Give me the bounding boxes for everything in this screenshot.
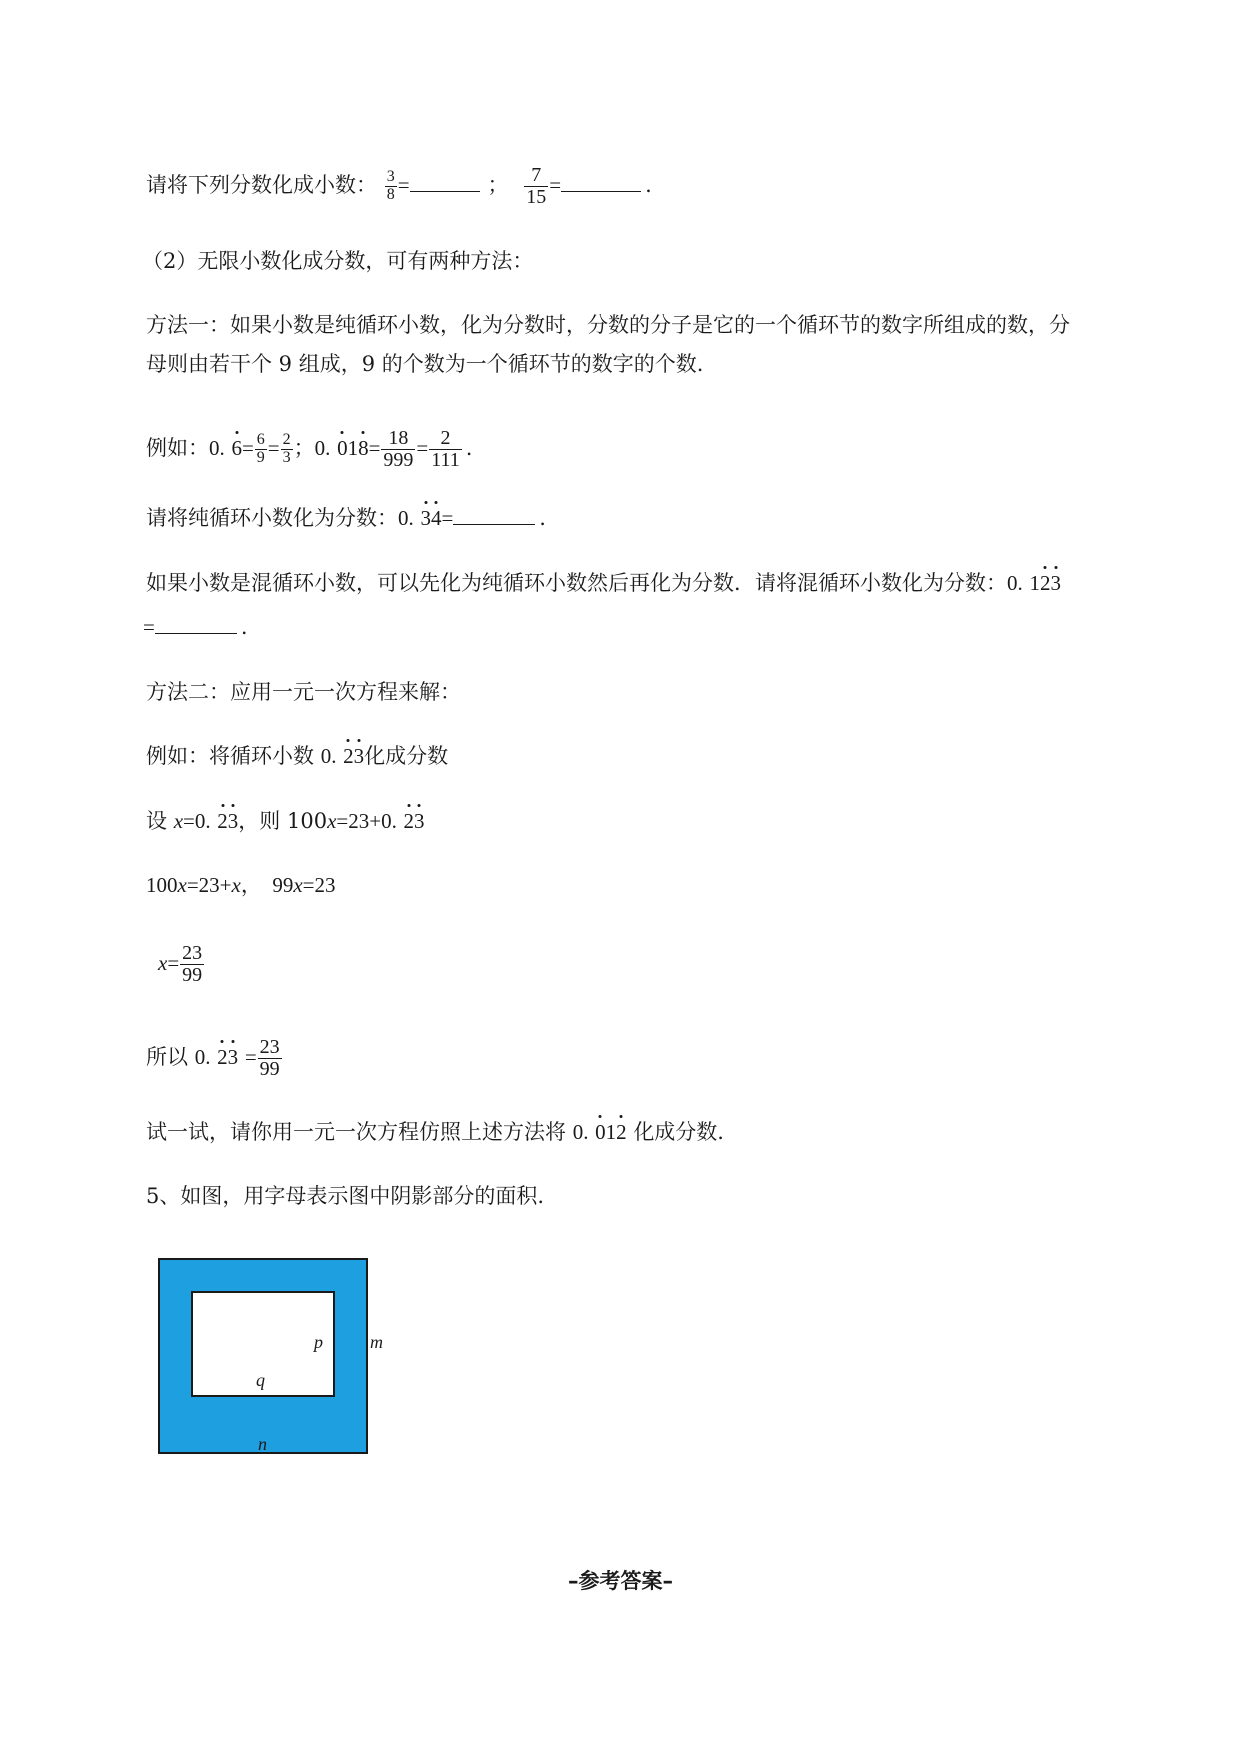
period: . bbox=[465, 436, 473, 460]
repeating-digit: 3 bbox=[228, 806, 239, 836]
label-n: n bbox=[258, 1434, 267, 1454]
equation-part: ，则 100 bbox=[238, 809, 328, 833]
equals-sign: = bbox=[549, 173, 562, 197]
so-word: 所以 bbox=[146, 1045, 188, 1069]
mixed-repeating-paragraph bbox=[146, 568, 1061, 598]
equals-sign: = bbox=[143, 615, 155, 639]
equation-part: =0. bbox=[183, 809, 211, 833]
answer-blank-4 bbox=[155, 613, 237, 634]
numerator: 2 bbox=[440, 427, 451, 449]
conclusion bbox=[146, 1037, 283, 1080]
method-two-heading: 方法二：应用一元一次方程来解： bbox=[146, 680, 461, 704]
equation-step bbox=[146, 870, 336, 900]
fraction-23-99 bbox=[258, 1037, 282, 1080]
repeating-digit: 3 bbox=[414, 806, 425, 836]
equals-sign: = bbox=[244, 1045, 257, 1069]
equation-setup bbox=[146, 806, 425, 836]
method-two-example bbox=[146, 741, 448, 771]
mixed-repeating-text: 如果小数是混循环小数，可以先化为纯循环小数然后再化为分数．请将混循环小数化为分数： bbox=[146, 571, 1007, 595]
method-one-paragraph-line2: 母则由若干个 9 组成，9 的个数为一个循环节的数字的个数. bbox=[146, 352, 704, 376]
separator: ； bbox=[487, 173, 509, 197]
numerator: 3 bbox=[386, 168, 395, 186]
fraction-18-999 bbox=[381, 428, 415, 471]
denominator: 8 bbox=[386, 186, 395, 203]
repeating-digit: 2 bbox=[343, 741, 354, 771]
decimal-int: 0. bbox=[572, 1120, 589, 1144]
exercise-pure-repeating: 请将纯循环小数化为分数：0. 34= . bbox=[146, 503, 546, 533]
repeating-digit: 3 bbox=[1050, 568, 1061, 598]
answer-blank-3 bbox=[453, 504, 535, 525]
repeating-digit: 0 bbox=[595, 1117, 606, 1147]
label-p: p bbox=[314, 1332, 323, 1352]
equation-solution bbox=[158, 943, 205, 986]
repeating-digit: 2 bbox=[217, 806, 228, 836]
variable-x: x bbox=[158, 951, 168, 975]
fraction-2-3 bbox=[281, 432, 293, 467]
try-suffix: 化成分数. bbox=[633, 1120, 724, 1144]
separator: ； bbox=[293, 436, 315, 460]
repeating-digit: 6 bbox=[231, 433, 242, 463]
equation-part: 100 bbox=[146, 873, 178, 897]
denominator: 9 bbox=[256, 449, 265, 466]
variable-x: x bbox=[177, 873, 187, 897]
numerator: 23 bbox=[259, 1036, 280, 1058]
example-suffix: 化成分数 bbox=[364, 744, 449, 768]
fraction-7-15 bbox=[524, 165, 548, 208]
digit: 1 bbox=[1029, 571, 1040, 595]
variable-x: x bbox=[293, 873, 303, 897]
decimal-int: 0. bbox=[209, 436, 225, 460]
question-5-heading: 5、如图，用字母表示图中阴影部分的面积. bbox=[146, 1184, 545, 1208]
digit: 1 bbox=[605, 1120, 617, 1144]
decimal-int: 0. bbox=[314, 436, 331, 460]
decimal-int: 0. bbox=[320, 744, 337, 768]
numerator: 6 bbox=[256, 431, 265, 449]
repeating-digit: 8 bbox=[358, 433, 369, 463]
equals-sign: = bbox=[167, 951, 180, 975]
method-one-paragraph-line1: 方法一：如果小数是纯循环小数，化为分数时，分数的分子是它的一个循环节的数字所组成的数，分 bbox=[146, 313, 1070, 337]
equation-part: =23 bbox=[302, 873, 336, 897]
denominator: 15 bbox=[526, 186, 547, 208]
example-prefix: 例如： bbox=[146, 436, 209, 460]
example-pure-repeating: 例如：0. 6= $\frac{6}{9}$ = $\frac{2}{3}$ ；0. 018= $\frac{18}{999}$ = $\frac{2}{111}$ . bbox=[146, 427, 473, 471]
equals-sign: = bbox=[397, 173, 410, 197]
decimal-int: 0. bbox=[194, 1045, 211, 1069]
variable-x: x bbox=[173, 809, 184, 833]
fraction-3-8 bbox=[385, 169, 397, 204]
decimal-int: 0. bbox=[398, 506, 414, 530]
equation-part: =23+ bbox=[186, 873, 232, 897]
question-fraction-to-decimal bbox=[146, 165, 652, 208]
repeating-digit: 2 bbox=[217, 1042, 228, 1072]
period: . bbox=[539, 506, 546, 530]
answer-blank-2 bbox=[561, 171, 641, 192]
repeating-digit: 3 bbox=[354, 741, 365, 771]
repeating-digit: 2 bbox=[1040, 568, 1051, 598]
fraction-6-9 bbox=[255, 432, 267, 467]
repeating-digit: 3 bbox=[228, 1042, 239, 1072]
denominator: 999 bbox=[383, 449, 414, 471]
period: . bbox=[645, 173, 652, 197]
equation-part: =23+0. bbox=[336, 809, 397, 833]
section-heading-infinite-decimal: （2）无限小数化成分数，可有两种方法： bbox=[142, 249, 534, 273]
denominator: 99 bbox=[259, 1058, 280, 1080]
decimal-int: 0. bbox=[1007, 571, 1023, 595]
repeating-digit: 0 bbox=[337, 433, 348, 463]
repeating-digit: 3 bbox=[420, 503, 431, 533]
answer-key-heading: –参考答案– bbox=[568, 1569, 673, 1593]
mixed-repeating-answer bbox=[143, 612, 248, 642]
numerator: 2 bbox=[282, 431, 291, 449]
try-exercise bbox=[146, 1117, 724, 1147]
shaded-frame-figure bbox=[158, 1258, 368, 1454]
repeating-digit: 4 bbox=[431, 503, 442, 533]
fraction-2-111 bbox=[429, 428, 462, 471]
period: . bbox=[240, 615, 248, 639]
denominator: 111 bbox=[431, 449, 460, 471]
label-m: m bbox=[370, 1332, 383, 1352]
line1-prefix: 请将下列分数化成小数： bbox=[146, 173, 377, 197]
equation-part: ， 99 bbox=[240, 873, 294, 897]
variable-x: x bbox=[231, 873, 241, 897]
numerator: 23 bbox=[182, 942, 203, 964]
label-q: q bbox=[256, 1370, 265, 1390]
answer-blank-1 bbox=[410, 171, 480, 192]
fraction-23-99 bbox=[180, 943, 204, 986]
exercise-prefix: 请将纯循环小数化为分数： bbox=[146, 506, 398, 530]
digit: 1 bbox=[347, 436, 359, 460]
try-prefix: 试一试，请你用一元一次方程仿照上述方法将 bbox=[146, 1120, 566, 1144]
repeating-digit: 2 bbox=[404, 806, 415, 836]
numerator: 18 bbox=[388, 427, 409, 449]
denominator: 3 bbox=[282, 449, 291, 466]
example-prefix: 例如：将循环小数 bbox=[146, 744, 314, 768]
denominator: 99 bbox=[182, 964, 203, 986]
repeating-digit: 2 bbox=[616, 1117, 627, 1147]
numerator: 7 bbox=[531, 164, 542, 186]
variable-x: x bbox=[327, 809, 337, 833]
let-word: 设 bbox=[146, 809, 167, 833]
